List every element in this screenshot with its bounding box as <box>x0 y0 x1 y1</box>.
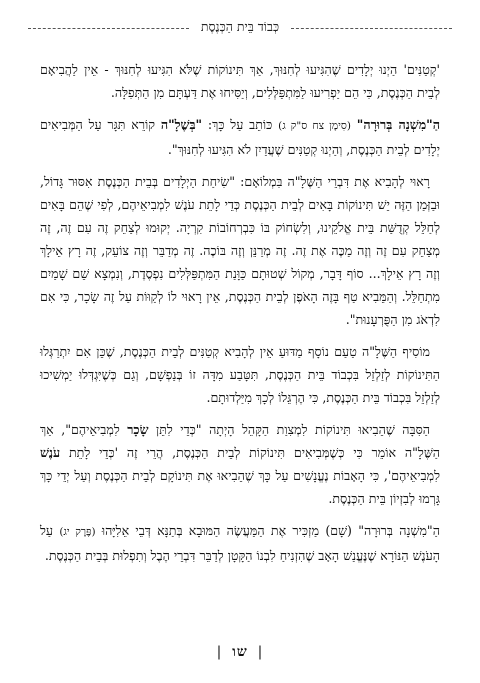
paragraph-5-part-e: לִמְבִיאֵיהֶם', כִּי הָאָבוֹת נֶעֱנָשִׁים עַל כָּךְ שֶׁהֵבִיאוּ אֶת תִּינוֹקָם לְבֵית הַכְּנֶסֶת וְעַל יְדֵי כָּךְ גָּרְמוּ לְבִזְיוֹן בֵּית הַכְּנֶסֶת. <box>40 468 440 506</box>
reward-word: שָׂכָר <box>127 422 149 437</box>
paragraph-6-part-b: עַל הָעֹנֶשׁ הַנּוֹרָא שֶׁנֶּעֱנַשׁ הָאָב שֶׁהִזְנִיחַ לִבְנוֹ הַקָּטָן לְדַבֵּר דִּבְרֵי הֶבֶל וְתִפְלוּת בְּבֵית הַכְּנֶסֶת. <box>40 523 440 563</box>
page-footer <box>0 644 480 661</box>
paragraph-1 <box>40 58 440 104</box>
paragraph-5 <box>40 418 440 510</box>
mishna-berura-citation: הַ"מִשְׁנָה בְּרוּרָה" <box>356 117 440 132</box>
paragraph-5-part-c: לִמְבִיאֵיהֶם", אַךְ הַשֶּׁלָ"ה אוֹמֵר כִּי כְּשֶׁמְּבִיאִים תִּינוֹקוֹת לְבֵית הַכְּנֶסֶת, הֲרֵי זֶה 'כְּדֵי לָתֵת <box>40 422 440 460</box>
page-number: שו <box>232 644 248 660</box>
paragraph-6-part-a: (שָׁם) מַזְכִּיר אֶת הַמַּעֲשֶׂה הַמּוּבָא בְּתַנָּא דְּבֵי אֵלִיָּהוּ <box>101 523 352 538</box>
paragraph-6 <box>40 519 440 567</box>
header-rule-right <box>291 28 452 29</box>
paragraph-4 <box>40 340 440 409</box>
paragraph-1-text: 'קְטַנִּים' הַיְנוּ יְלָדִים שֶׁהִגִּיעוּ לְחִנּוּךְ, אַךְ תִּינוֹקוֹת שֶׁלֹּא הִגִּיעוּ לְחִנּוּךְ - אֵין לַהֲבִיאָם לְבֵית הַכְּנֶסֶת, כִּי הֵם יַפְרִיעוּ לַמִּתְפַּלְּלִים, וְיַסִּיחוּ אֶת דַּעְתָּם מִן הַתְּפִלָּה. <box>40 62 440 100</box>
page-number-divider-left: | <box>216 644 223 660</box>
paragraph-3 <box>40 170 440 331</box>
paragraph-3-text: רָאוּי לְהָבִיא אֶת דִּבְרֵי הַשֶּׁלָ"ה בִּמְלוֹאָם: "שִׂיחַת הַיְלָדִים בְּבֵית הַכְּנֶסֶת אִסּוּר גָּדוֹל, וּבַזְּמַן הַזֶּה יֵשׁ תִּינוֹקוֹת בָּאִים לְבֵית הַכְּנֶסֶת כְּדֵי לָתֵת עֹנֶשׁ לִמְבִיאֵיהֶם, לְפִי שֶׁהֵם בָּאִים לְחַלֵּל קְדֻשַּׁת בֵּית אֱלֹקֵינוּ, וְלִשְׂחוֹק בּוֹ כִּבְרְחוֹבוֹת קִרְיָה. יְקוּמוּ לְצַחֵק זֶה עִם זֶה, זֶה מְצַחֵק עִם זֶה וְזֶה מַכֶּה אֶת זֶה. זֶה מְרַנֵּן וְזֶה בּוֹכֶה. זֶה מְדַבֵּר וְזֶה צוֹעֵק, זֶה רָץ אֵילָךְ וְזֶה רָץ אֵילָךְ... סוֹף דָּבָר, מְקוֹל שְׁטוּתָם כַּוָּנַת הַמִּתְפַּלְּלִים נִפְסֶדֶת, וְנִמְצָא שֵׁם שָׁמַיִם מִתְחַלֵּל. וְהַמֵּבִיא טַף בָּזֶה הָאֹפֶן לְבֵית הַכְּנֶסֶת, אֵין רָאוּי לוֹ לְקַוּוֹת עַל זֶה שָׂכָר, כִּי אִם לִדְאֹג מִן הַפֻּרְעָנוּת". <box>40 174 440 327</box>
page-number-divider-right: | <box>257 644 264 660</box>
paragraph-2 <box>40 113 440 161</box>
running-header <box>28 18 452 36</box>
header-rule-left <box>28 28 189 29</box>
shelah-citation: "בְּשֶׁלָ"ה <box>160 117 203 132</box>
paragraph-2-intro: כּוֹתֵב עַל כָּךְ: <box>207 117 273 132</box>
paragraph-5-part-a: הַסִּבָּה שֶׁהֵבִיאוּ תִּינוֹקוֹת לִמְצִוַת הַקָּהֵל הָיְתָה "כְּדֵי לִתֵּן <box>156 422 430 437</box>
header-title: כְּבוֹד בֵּית הַכְּנֶסֶת <box>200 19 280 34</box>
mishna-berura-citation-2: הַ"מִשְׁנָה בְּרוּרָה" <box>358 523 440 538</box>
paragraph-4-text: מוֹסִיף הַשֶּׁלָ"ה טַעַם נוֹסָף מַדּוּעַ אֵין לְהָבִיא קְטַנִּים לְבֵית הַכְּנֶסֶת, שֶׁכֵּן אִם יִתְרַגְּלוּ הַתִּינוֹקוֹת לְזַלְזֵל בִּכְבוֹד בֵּית הַכְּנֶסֶת, תִּטָּבַע מִדָּה זוֹ בְּנַפְשָׁם, וְגַם כְּשֶׁיִּגְדְּלוּ יַמְשִׁיכוּ לְזַלְזֵל בִּכְבוֹד בֵּית הַכְּנֶסֶת, כִּי הֶרְגֵּלוֹ לְכָךְ מִיַּלְדוּתָם. <box>40 344 440 405</box>
paragraph-2-reference: (סִימָן צח ס"ק ג) <box>278 120 351 132</box>
paragraph-6-reference: (פֶּרֶק יג) <box>59 526 96 538</box>
body-text <box>40 58 440 576</box>
paragraph-2-text: קוֹרֵא תִּגָּר עַל הַמְּבִיאִים יְלָדִים לְבֵית הַכְּנֶסֶת, וְהַיְנוּ קְטַנִּים שֶׁעֲדַיִן לֹא הִגִּיעוּ לְחִנּוּךְ". <box>40 117 440 157</box>
punishment-word: עֹנֶשׁ <box>40 445 61 460</box>
